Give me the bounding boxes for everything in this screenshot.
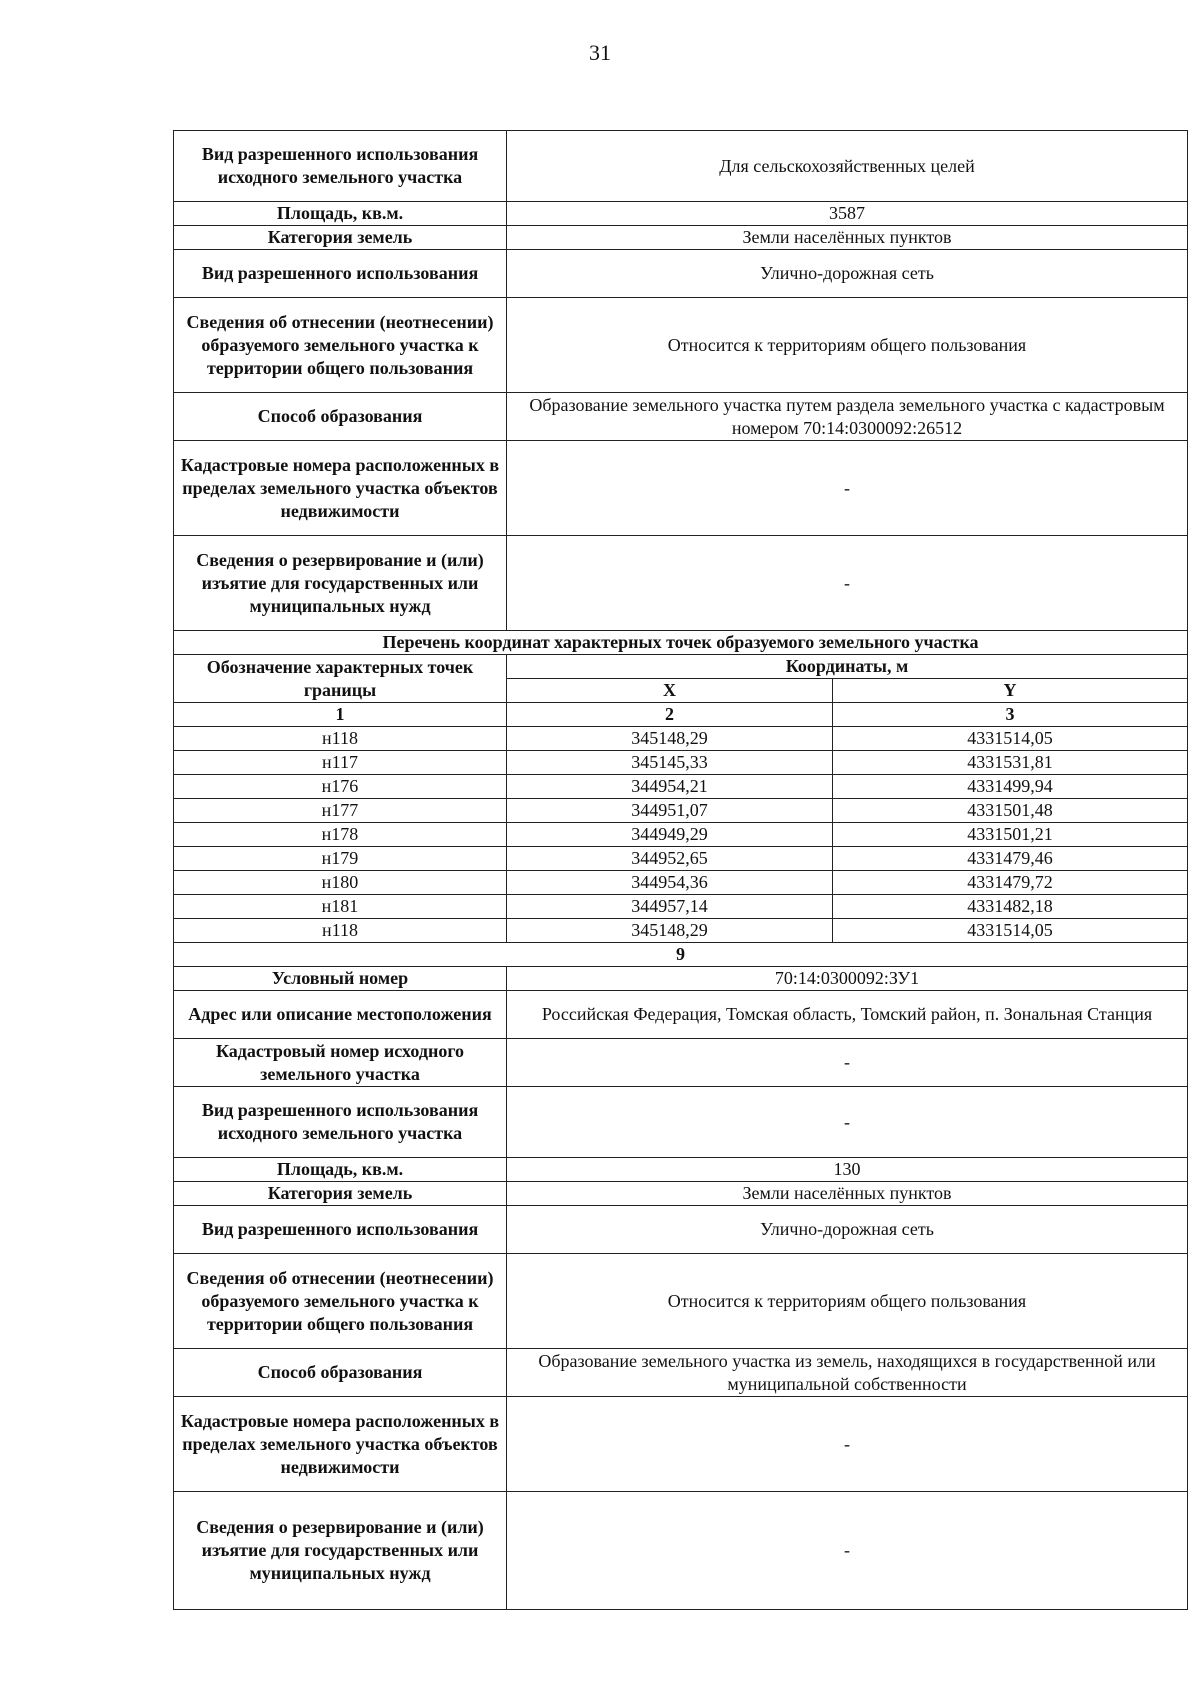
point-y: 4331499,94	[833, 775, 1188, 799]
point-name: н118	[174, 727, 507, 751]
row-label: Площадь, кв.м.	[174, 202, 507, 226]
table-row	[174, 775, 1188, 799]
row-value: Земли населённых пунктов	[507, 226, 1188, 250]
table-row	[174, 298, 1188, 393]
row-value: -	[507, 1397, 1188, 1492]
row-label: Категория земель	[174, 1182, 507, 1206]
row-value: Улично-дорожная сеть	[507, 1206, 1188, 1254]
row-label: Способ образования	[174, 393, 507, 441]
point-x: 345145,33	[507, 751, 833, 775]
table-row	[174, 393, 1188, 441]
table-row	[174, 536, 1188, 631]
row-label: Сведения о резервирование и (или) изъятие для государственных или муниципальных нужд	[174, 1492, 507, 1610]
table-row	[174, 1254, 1188, 1349]
point-name: н181	[174, 895, 507, 919]
row-label: Площадь, кв.м.	[174, 1158, 507, 1182]
point-x: 344951,07	[507, 799, 833, 823]
x-header: X	[507, 679, 833, 703]
row-label: Кадастровые номера расположенных в пределах земельного участка объектов недвижимости	[174, 1397, 507, 1492]
table-row	[174, 1397, 1188, 1492]
col-num-3: 3	[833, 703, 1188, 727]
page-number: 31	[589, 40, 611, 65]
section-number-row	[174, 943, 1188, 967]
table-row	[174, 1182, 1188, 1206]
section-number: 9	[174, 943, 1188, 967]
table-row	[174, 1349, 1188, 1397]
point-name: н176	[174, 775, 507, 799]
table-row	[174, 823, 1188, 847]
point-y: 4331479,46	[833, 847, 1188, 871]
row-value: -	[507, 1087, 1188, 1158]
row-value: 130	[507, 1158, 1188, 1182]
table-row	[174, 751, 1188, 775]
table-row	[174, 1158, 1188, 1182]
point-name: н178	[174, 823, 507, 847]
point-name: н118	[174, 919, 507, 943]
row-value: Улично-дорожная сеть	[507, 250, 1188, 298]
row-label: Адрес или описание местоположения	[174, 991, 507, 1039]
point-y: 4331501,21	[833, 823, 1188, 847]
point-name: н177	[174, 799, 507, 823]
row-label: Сведения об отнесении (неотнесении) образуемого земельного участка к территории общего пользования	[174, 1254, 507, 1349]
point-y: 4331514,05	[833, 919, 1188, 943]
row-value: Образование земельного участка путем раздела земельного участка с кадастровым номером 70:14:0300092:26512	[507, 393, 1188, 441]
row-value: -	[507, 536, 1188, 631]
table-row	[174, 991, 1188, 1039]
point-x: 344952,65	[507, 847, 833, 871]
row-label: Вид разрешенного использования исходного земельного участка	[174, 131, 507, 202]
row-value: Относится к территориям общего пользования	[507, 1254, 1188, 1349]
land-plot-table	[173, 130, 1188, 1610]
row-value: -	[507, 441, 1188, 536]
point-x: 345148,29	[507, 727, 833, 751]
point-x: 344957,14	[507, 895, 833, 919]
table-row	[174, 871, 1188, 895]
col-num-1: 1	[174, 703, 507, 727]
coordinates-title-row	[174, 631, 1188, 655]
row-value: Земли населённых пунктов	[507, 1182, 1188, 1206]
row-label: Сведения о резервирование и (или) изъятие для государственных или муниципальных нужд	[174, 536, 507, 631]
table-row	[174, 799, 1188, 823]
coordinates-header-row	[174, 655, 1188, 679]
table-row	[174, 202, 1188, 226]
point-y: 4331514,05	[833, 727, 1188, 751]
row-value: -	[507, 1492, 1188, 1610]
point-name: н179	[174, 847, 507, 871]
row-value: -	[507, 1039, 1188, 1087]
row-value: 3587	[507, 202, 1188, 226]
row-label: Способ образования	[174, 1349, 507, 1397]
row-label: Кадастровые номера расположенных в пределах земельного участка объектов недвижимости	[174, 441, 507, 536]
row-label: Категория земель	[174, 226, 507, 250]
point-y: 4331482,18	[833, 895, 1188, 919]
points-header: Обозначение характерных точек границы	[174, 655, 507, 703]
row-value: Относится к территориям общего пользования	[507, 298, 1188, 393]
row-value: Российская Федерация, Томская область, Томский район, п. Зональная Станция	[507, 991, 1188, 1039]
point-y: 4331479,72	[833, 871, 1188, 895]
table-row	[174, 1087, 1188, 1158]
table-row	[174, 1492, 1188, 1610]
point-x: 345148,29	[507, 919, 833, 943]
row-value: 70:14:0300092:ЗУ1	[507, 967, 1188, 991]
row-label: Условный номер	[174, 967, 507, 991]
y-header: Y	[833, 679, 1188, 703]
row-label: Кадастровый номер исходного земельного участка	[174, 1039, 507, 1087]
table-row	[174, 131, 1188, 202]
point-y: 4331531,81	[833, 751, 1188, 775]
table-row	[174, 226, 1188, 250]
table-row	[174, 1039, 1188, 1087]
row-value: Для сельскохозяйственных целей	[507, 131, 1188, 202]
table-row	[174, 250, 1188, 298]
row-label: Вид разрешенного использования исходного земельного участка	[174, 1087, 507, 1158]
table-row	[174, 919, 1188, 943]
point-x: 344954,36	[507, 871, 833, 895]
point-name: н117	[174, 751, 507, 775]
point-y: 4331501,48	[833, 799, 1188, 823]
coords-header: Координаты, м	[507, 655, 1188, 679]
row-label: Вид разрешенного использования	[174, 1206, 507, 1254]
table-row	[174, 847, 1188, 871]
table-row	[174, 727, 1188, 751]
point-name: н180	[174, 871, 507, 895]
coordinates-title: Перечень координат характерных точек образуемого земельного участка	[174, 631, 1188, 655]
row-value: Образование земельного участка из земель, находящихся в государственной или муниципальной собственности	[507, 1349, 1188, 1397]
col-num-2: 2	[507, 703, 833, 727]
row-label: Сведения об отнесении (неотнесении) образуемого земельного участка к территории общего пользования	[174, 298, 507, 393]
table-row	[174, 441, 1188, 536]
point-x: 344954,21	[507, 775, 833, 799]
table-row	[174, 967, 1188, 991]
table-row	[174, 1206, 1188, 1254]
row-label: Вид разрешенного использования	[174, 250, 507, 298]
column-numbers-row	[174, 703, 1188, 727]
table-row	[174, 895, 1188, 919]
point-x: 344949,29	[507, 823, 833, 847]
